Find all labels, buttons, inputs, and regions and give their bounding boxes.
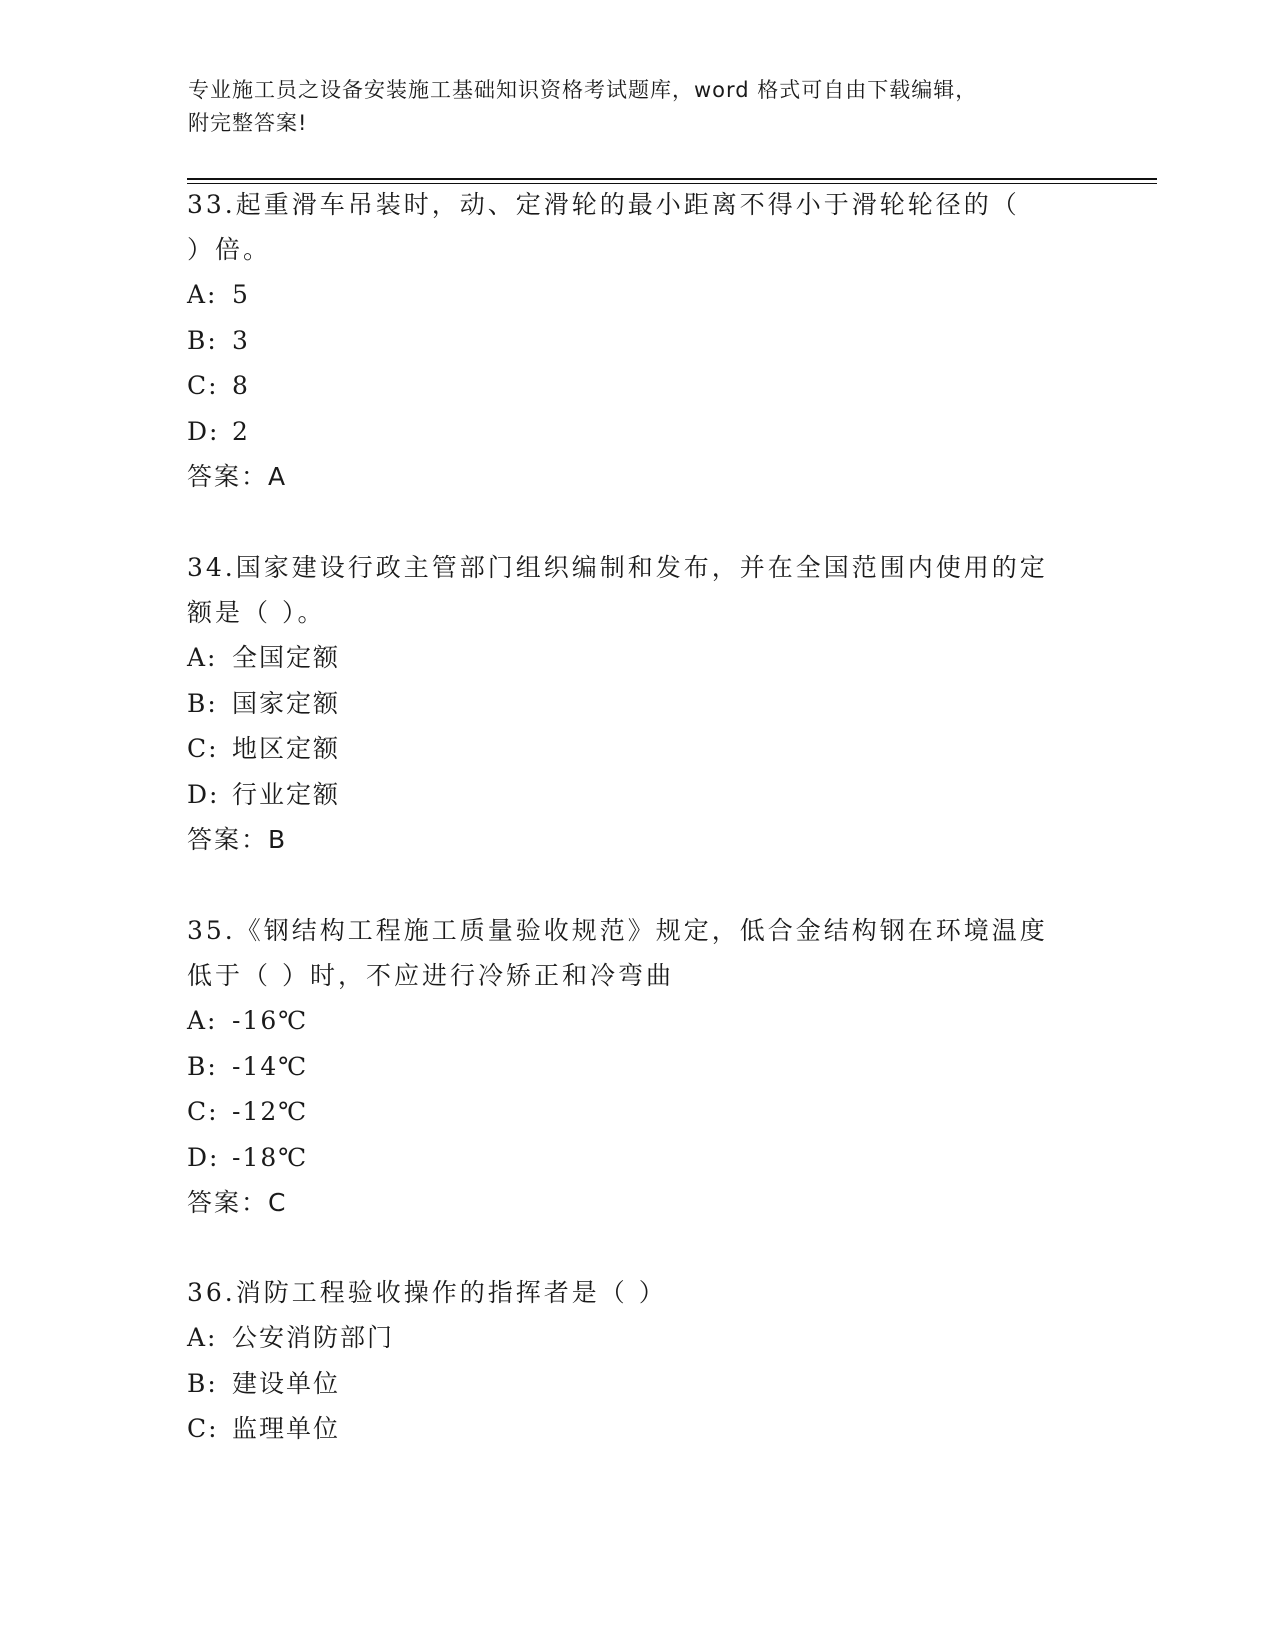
option-key: B: [187,1368,218,1398]
option-value: -14℃ [232,1051,309,1081]
option-a [187,272,1087,318]
header-divider-thick [187,178,1157,180]
question-text-line-2: 低于（ ）时，不应进行冷矫正和冷弯曲 [187,961,674,990]
option-c [187,363,1087,409]
option-value: -18℃ [232,1142,309,1172]
option-key: C: [187,1097,219,1126]
option-b [187,681,1087,727]
option-value: -16℃ [232,1006,309,1035]
option-value: 国家定额 [232,688,341,718]
option-value: 地区定额 [232,734,341,763]
option-c [187,1406,1087,1452]
option-key: D: [187,1142,220,1172]
option-value: 公安消防部门 [232,1323,395,1352]
option-key: C: [187,1414,219,1443]
option-key: D: [187,779,220,809]
header-line-1: 专业施工员之设备安装施工基础知识资格考试题库，word 格式可自由下载编辑， [188,78,978,102]
option-key: A: [187,280,218,309]
option-b [187,1361,1087,1407]
option-value: 3 [232,325,250,355]
header-line-2: 附完整答案! [188,111,308,135]
question-text-line-2: 额是（ ）。 [187,598,326,627]
option-value: 2 [232,416,250,446]
option-key: B: [187,325,218,355]
answer: 答案：C [187,1188,288,1217]
option-value: 监理单位 [232,1414,341,1443]
option-key: A: [187,1006,218,1035]
option-b [187,318,1087,364]
question-text-line-2: ）倍。 [187,235,272,264]
option-key: A: [187,1323,218,1352]
option-d [187,409,1087,455]
option-key: A: [187,643,218,672]
question-33 [187,182,1087,499]
option-b [187,1044,1087,1090]
question-34 [187,545,1087,862]
option-d [187,772,1087,818]
option-value: -12℃ [232,1097,309,1126]
option-c [187,726,1087,772]
question-text-line-1: 34.国家建设行政主管部门组织编制和发布，并在全国范围内使用的定 [187,553,1048,582]
option-value: 行业定额 [232,779,341,809]
option-a [187,635,1087,681]
option-c [187,1089,1087,1135]
question-text-line-1: 35.《钢结构工程施工质量验收规范》规定，低合金结构钢在环境温度 [187,916,1048,945]
option-d [187,1135,1087,1181]
option-value: 建设单位 [232,1368,341,1398]
option-key: B: [187,1051,218,1081]
option-key: C: [187,734,219,763]
option-a [187,1315,1087,1361]
question-35 [187,908,1087,1225]
question-text-line-1: 36.消防工程验收操作的指挥者是（ ） [187,1278,667,1307]
question-text-line-1: 33.起重滑车吊装时，动、定滑轮的最小距离不得小于滑轮轮径的（ [187,190,1020,219]
answer: 答案：A [187,462,288,491]
question-36 [187,1270,1087,1452]
document-header [188,74,1068,140]
option-key: D: [187,416,220,446]
option-value: 8 [232,371,250,400]
option-key: B: [187,688,218,718]
option-value: 全国定额 [232,643,341,672]
option-key: C: [187,371,219,400]
option-a [187,998,1087,1044]
option-value: 5 [232,280,250,309]
answer: 答案：B [187,825,288,854]
